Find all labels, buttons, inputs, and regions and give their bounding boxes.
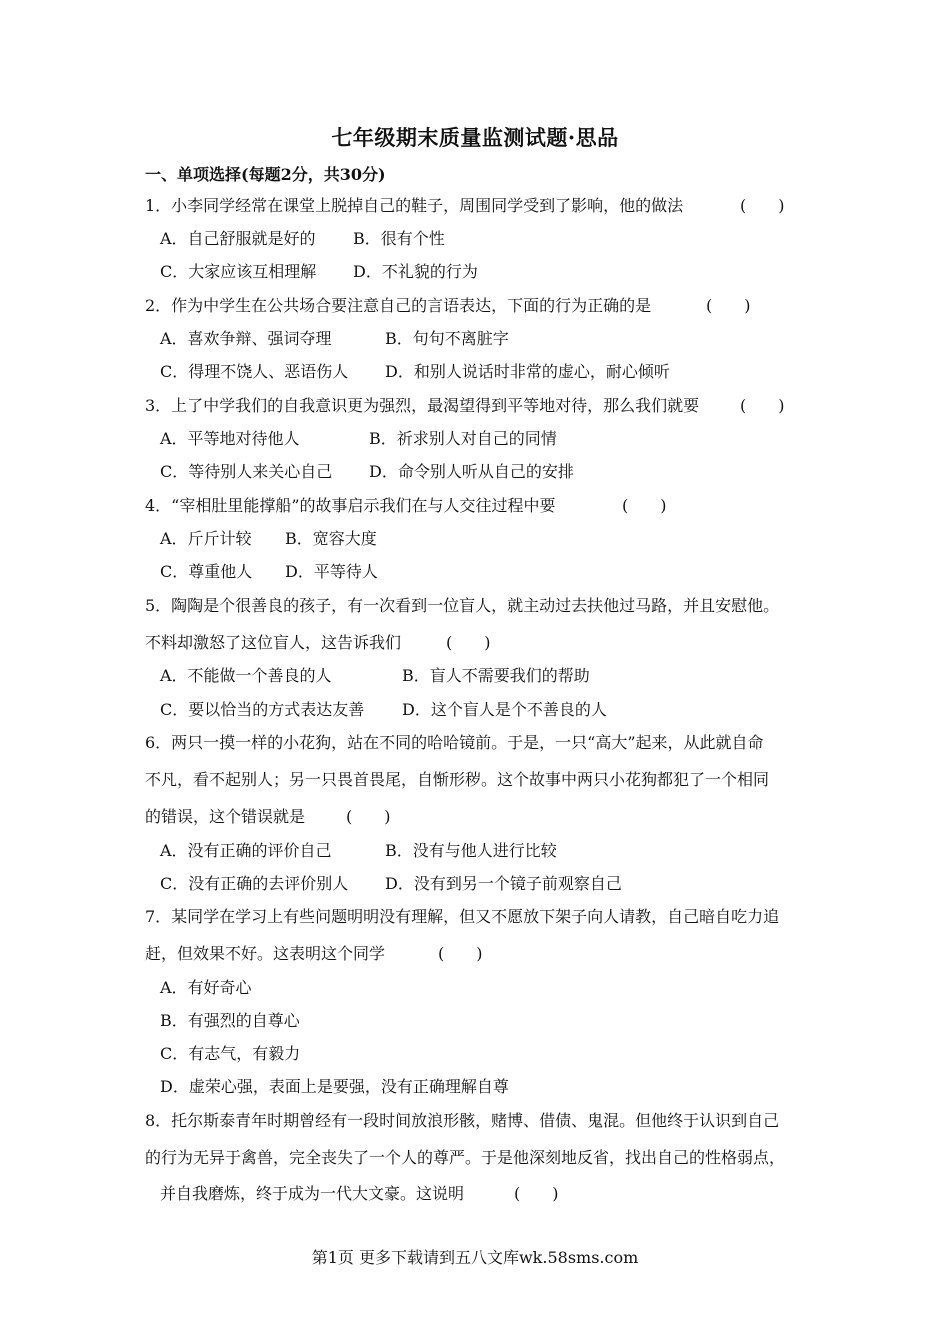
question-6-stem-line-3: 的错误，这个错误就是 <box>145 807 306 826</box>
question-8-stem-line-2: 的行为无异于禽兽，完全丧失了一个人的尊严。于是他深刻地反省，找出自己的性格弱点， <box>145 1148 786 1167</box>
question-6-option-c: C．没有正确的去评价别人 <box>160 874 349 893</box>
question-3-answer-blank: ( ) <box>740 396 785 415</box>
question-4-option-a: A．斤斤计较 <box>160 529 252 548</box>
question-3-option-d: D．命令别人听从自己的安排 <box>369 462 574 481</box>
question-5-stem-line-1: 5．陶陶是个很善良的孩子，有一次看到一位盲人，就主动过去扶他过马路，并且安慰他。 <box>145 596 780 615</box>
question-4-stem: 4．“宰相肚里能撑船”的故事启示我们在与人交往过程中要 <box>145 496 556 515</box>
question-4-answer-blank: ( ) <box>622 496 667 515</box>
question-1-option-b: B．很有个性 <box>353 229 445 248</box>
question-7-stem-line-2: 赶，但效果不好。这表明这个同学 <box>145 944 386 963</box>
question-4-option-d: D．平等待人 <box>285 562 378 581</box>
question-4-option-c: C．尊重他人 <box>160 562 253 581</box>
question-8-stem-line-1: 8．托尔斯泰青年时期曾经有一段时间放浪形骸，赌博、借债、鬼混。但他终于认识到自己 <box>145 1111 780 1130</box>
question-3-option-b: B．祈求别人对自己的同情 <box>369 429 557 448</box>
question-6-option-a: A．没有正确的评价自己 <box>160 841 332 860</box>
question-2-stem: 2．作为中学生在公共场合要注意自己的言语表达，下面的行为正确的是 <box>145 296 652 315</box>
question-8-stem-line-3: 并自我磨炼，终于成为一代大文豪。这说明 <box>160 1184 465 1203</box>
question-6-answer-blank: ( ) <box>346 807 391 826</box>
section-heading: 一、单项选择(每题2分，共30分) <box>145 165 386 184</box>
question-7-stem-line-1: 7．某同学在学习上有些问题明明没有理解，但又不愿放下架子向人请教，自己暗自吃力追 <box>145 907 780 926</box>
question-7-answer-blank: ( ) <box>438 944 483 963</box>
question-4-option-b: B．宽容大度 <box>285 529 377 548</box>
question-6-option-b: B．没有与他人进行比较 <box>385 841 557 860</box>
page-footer: 第1页 更多下载请到五八文库wk.58sms.com <box>311 1248 639 1267</box>
question-1-answer-blank: ( ) <box>740 196 785 215</box>
question-1-stem: 1．小李同学经常在课堂上脱掉自己的鞋子，周围同学受到了影响，他的做法 <box>145 196 684 215</box>
question-2-option-d: D．和别人说话时非常的虚心，耐心倾听 <box>385 362 670 381</box>
question-6-stem-line-2: 不凡，看不起别人；另一只畏首畏尾，自惭形秽。这个故事中两只小花狗都犯了一个相同 <box>145 770 770 789</box>
question-3-option-c: C．等待别人来关心自己 <box>160 462 333 481</box>
question-3-stem: 3．上了中学我们的自我意识更为强烈，最渴望得到平等地对待，那么我们就要 <box>145 396 700 415</box>
question-2-option-a: A．喜欢争辩、强词夺理 <box>160 329 332 348</box>
question-8-answer-blank: ( ) <box>514 1184 559 1203</box>
question-1-option-c: C．大家应该互相理解 <box>160 262 317 281</box>
question-5-stem-line-2: 不料却激怒了这位盲人，这告诉我们 <box>145 633 402 652</box>
question-2-answer-blank: ( ) <box>706 296 751 315</box>
page-title: 七年级期末质量监测试题·思品 <box>331 125 619 150</box>
question-5-answer-blank: ( ) <box>446 633 491 652</box>
question-1-option-a: A．自己舒服就是好的 <box>160 229 316 248</box>
question-1-option-d: D．不礼貌的行为 <box>353 262 478 281</box>
question-2-option-c: C．得理不饶人、恶语伤人 <box>160 362 349 381</box>
question-5-option-c: C．要以恰当的方式表达友善 <box>160 700 365 719</box>
question-6-option-d: D．没有到另一个镜子前观察自己 <box>385 874 622 893</box>
question-5-option-a: A．不能做一个善良的人 <box>160 666 332 685</box>
question-7-option-a: A．有好奇心 <box>160 978 252 997</box>
question-3-option-a: A．平等地对待他人 <box>160 429 300 448</box>
question-5-option-d: D．这个盲人是个不善良的人 <box>402 700 607 719</box>
question-7-option-d: D．虚荣心强，表面上是要强，没有正确理解自尊 <box>160 1077 509 1096</box>
question-5-option-b: B．盲人不需要我们的帮助 <box>402 666 590 685</box>
question-7-option-c: C．有志气，有毅力 <box>160 1044 301 1063</box>
question-7-option-b: B．有强烈的自尊心 <box>160 1011 300 1030</box>
question-6-stem-line-1: 6．两只一摸一样的小花狗，站在不同的哈哈镜前。于是，一只“高大”起来，从此就自命 <box>145 733 764 752</box>
question-2-option-b: B．句句不离脏字 <box>385 329 509 348</box>
